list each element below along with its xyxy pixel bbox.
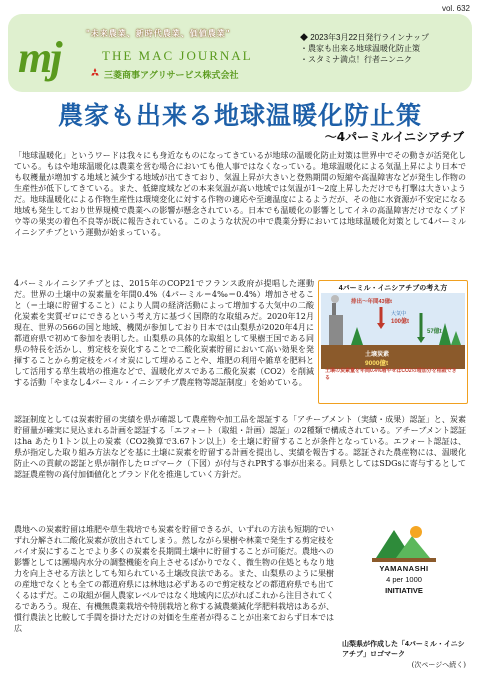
emission-label: 排出～年間43億t bbox=[351, 299, 392, 305]
issue-volume: vol. 632 bbox=[441, 4, 470, 13]
factory-icon bbox=[329, 315, 343, 345]
emblem-line3: INITIATIVE bbox=[385, 586, 423, 595]
atmosphere-label: 大気中 bbox=[391, 311, 407, 317]
figure-title: 4パーミル・イニシアチブの考え方 bbox=[338, 285, 448, 292]
continued-note: (次ページへ続く) bbox=[411, 661, 466, 669]
soil-layer bbox=[321, 345, 465, 369]
mountain-leaf-icon bbox=[372, 522, 436, 562]
soil-label: 土壌炭素 bbox=[365, 352, 390, 358]
logo-mark: mj bbox=[18, 33, 61, 82]
lineup-item: ・農家も出来る地球温暖化防止策 bbox=[300, 44, 420, 53]
paragraph-initiative: 4パーミルイニシアチブとは、2015年のCOP21でフランス政府が提唱した運動だ。世界の土壌中の炭素量を年間0.4%（4パーミル＝4‰＝0.4%）増加させること（＝土壌に貯留すること）により人間の経済活動によって増加する大気中の二酸化炭素を実質ゼロにできるという考え方に基づく国際的な取組みだ。2020年12月現在、世界の566の国と地域、機関が参加しており日本では山梨県が2020年4月に都道府県で初めて参加を表明した。山梨県の具体的な取組として果樹王国である同県の特長を活かし、剪定枝を炭化することで二酸化炭素貯留において高い効果を発揮することから剪定枝をバイオ炭にして埋めることや、堆肥の利用や雑草を肥料として活用する草生栽培の推進などで、温暖化ガスである二酸化炭素（CO2）を削減する活動「やまなし4パーミル・イニシアチブ農産物等認証制度」を始めている。 bbox=[14, 279, 314, 387]
emblem-line2: 4 per 1000 bbox=[386, 575, 422, 584]
emblem-caption: 山梨県が作成した「4パーミル・イニシアチブ」ロゴマーク bbox=[342, 641, 465, 658]
smoke-icon bbox=[331, 295, 339, 303]
storage-value: 57億t bbox=[427, 329, 442, 335]
concept-figure bbox=[318, 280, 468, 404]
figure-illustration bbox=[321, 293, 465, 369]
article-title: 農家も出来る地球温暖化防止策 bbox=[57, 101, 422, 130]
soil-value: 9000億t bbox=[365, 360, 389, 367]
paragraph-intro: 「地球温暖化」というワードは我々にも身近なものになってきているが地球の温暖化防止対策は世界中でその動きが活発化している。もはや地球温暖化は農業を営む場合においても他人事ではなくなっている。地球温暖化による気温上昇により日本でも収穫量が増加する地域と減少する地域が出てきており、気温上昇が大きいと登熟期間の短縮や高温障害などが発生し作物の生産性が低下してきている。また、低緯度域などの本来気温が高い地域では気温が1～2度上昇しただけでも打撃は大きいようだ。地球温暖化による作物生産性は環境変化に対する作物の適応や至適温度によるようだが、その他に水資源が不安定になる地域も発生しており世界規模で農業への影響が懸念されている。日本でも温暖化の影響としてイネの高温障害だけでなくブドウ等の果実の着色不良等が既に報告されている。このような状況の中で農業分野においては地球温暖化対策として4パーミルイニシアチブという運動が始まっている。 bbox=[14, 151, 466, 237]
paragraph-biochar: 農地への炭素貯留は堆肥や草生栽培でも炭素を貯留できるが、いずれの方法も短期的でいずれ分解され二酸化炭素が放出されてしまう。然しながら果樹や林業で発生する剪定枝をバイオ炭にすることでより多くの炭素を長期間土壌中に貯留することが可能だ。農地への影響としては團場内水分の調整機能を向上させるばかりでなく、微生物の住処ともなり地力を向上させる方法としても知られている土壌改良法である。また、山梨県のように果樹の産地でなくとも全ての都道府県には林地は必ずあるので剪定枝などの都道府県でも出てくるはずだ。この取組が個人農家レベルではなく地域内に広がればこれから注目されてくるであろう。現在、有機無農業栽培や特別栽培と称する減農薬減化学肥料栽培はあるが、慣行農法と比較して手間を掛けただけの対価を生産者が得ることが出来ておらず日本では広 bbox=[14, 525, 334, 633]
masthead bbox=[8, 14, 472, 92]
atmosphere-value: 100億t bbox=[391, 319, 410, 325]
paragraph-certification: 認証制度としては炭素貯留の実績を県が確認して農産物や加工品を認証する「アチーブメント（実績・成果）認証」と、炭素貯留量が確実に見込まれる計画を認証する「エフォート（取組・計画）認証」の2種類で構成されている。アチーブメント認証はha あたり1トン以上の炭素（CO2換算で3.67トン以上）を土壌に貯留することが条件となっている。エフォート認証は、県が指定した取り組み方法などを基に土壌に炭素を貯留する計画を提出し、実績を報告する。認証された農産物には、温暖化防止への貢献の認証と県が制作したロゴマーク（下図）が付与されPRする事が出来る。同県としてはSDGsに寄与するとして認証農産物の高付加価値化とブランド化を推進していく方針だ。 bbox=[14, 415, 466, 479]
article-subtitle: ～4パーミルイニシアチブ bbox=[324, 130, 464, 144]
company-name: 三菱商事アグリサービス株式会社 bbox=[104, 70, 239, 80]
lineup-heading: ◆ 2023年3月22日発行ラインナップ bbox=[300, 33, 429, 42]
chimney-icon bbox=[332, 303, 336, 315]
emblem-line1: YAMANASHI bbox=[379, 564, 429, 573]
journal-name: THE MAC JOURNAL bbox=[102, 48, 253, 63]
figure-caption: 土壌の炭素量を年間0.4%増やせばCO2の増加分を相殺できる bbox=[325, 368, 457, 381]
three-diamonds-icon bbox=[90, 68, 100, 78]
lineup-item: ・スタミナ満点！行者ニンニク bbox=[300, 55, 412, 64]
issue-lineup bbox=[300, 32, 429, 65]
yamanashi-logo bbox=[344, 522, 464, 618]
logo-slogan: "未来農業、新時代農業、価値農業" bbox=[86, 29, 231, 38]
